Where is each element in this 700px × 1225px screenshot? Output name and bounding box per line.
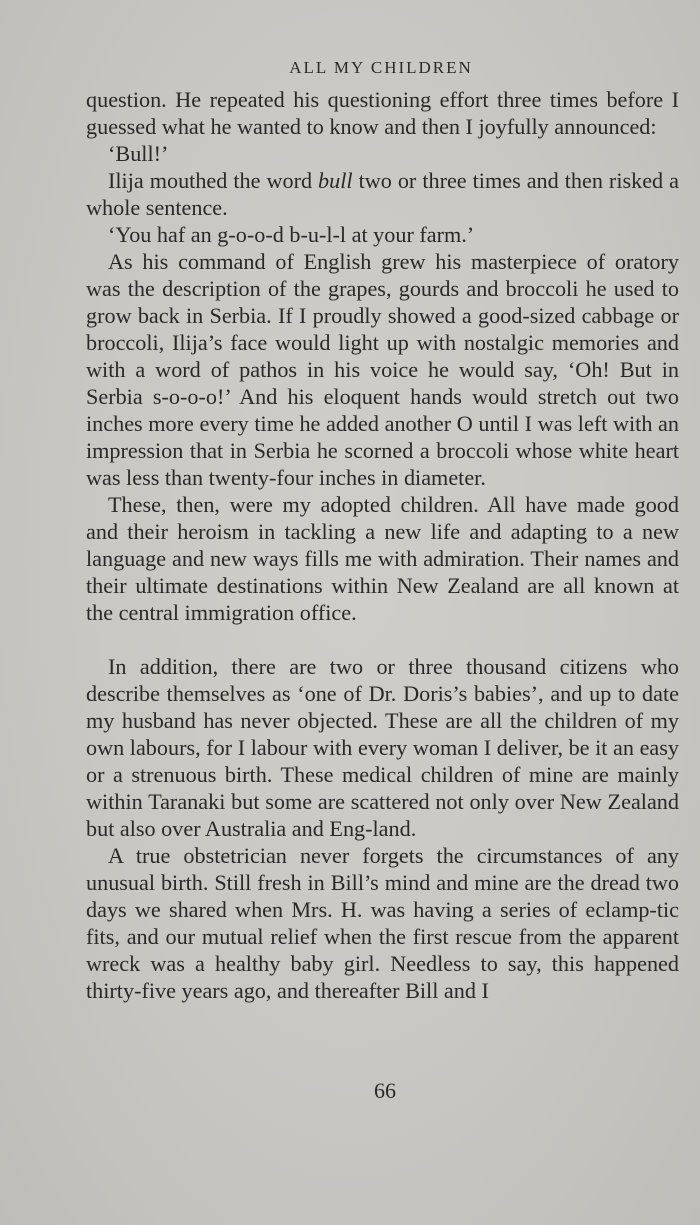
paragraph-dialogue-bull: ‘Bull!’ xyxy=(108,141,169,166)
paragraph-adopted-children: These, then, were my adopted children. All have made good and their heroism in tackling a new life and adapting to a new language and new ways fills me with admiration. Their names and their ultimate destinations within New Zealand are all known at the central immigration office. xyxy=(86,492,679,625)
paragraph-continuation: question. He repeated his questioning effort three times before I guessed what he wanted to know and then I joyfully announced: xyxy=(86,87,679,139)
paragraph-ilija-mouthed: Ilija mouthed the word bull two or three times and then risked a whole sentence. xyxy=(86,168,679,220)
body-text xyxy=(86,86,679,1004)
paragraph-obstetrician: A true obstetrician never forgets the circumstances of any unusual birth. Still fresh in Bill’s mind and mine are the dread two days we shared when Mrs. H. was having a series of eclamp-tic fits, and our mutual relief when the first rescue from the apparent wreck was a healthy baby girl. Needless to say, this happened thirty-five years ago, and thereafter Bill and I xyxy=(86,843,679,1003)
page-number: 66 xyxy=(374,1078,396,1103)
paragraph-oratory: As his command of English grew his masterpiece of oratory was the description of the grapes, gourds and broccoli he used to grow back in Serbia. If I proudly showed a good-sized cabbage or broccoli, Ilija’s face would light up with nostalgic memories and with a word of pathos in his voice he would say, ‘Oh! But in Serbia s-o-o-o!’ And his eloquent hands would stretch out two inches more every time he added another O until I was left with an impression that in Serbia he scorned a broccoli whose white heart was less than twenty-four inches in diameter. xyxy=(86,249,679,490)
paragraph-dialogue-farm: ‘You haf an g-o-o-d b-u-l-l at your farm.’ xyxy=(108,222,475,247)
paragraph-in-addition: In addition, there are two or three thousand citizens who describe themselves as ‘one of Dr. Doris’s babies’, and up to date my husband has never objected. These are all the children of my own labours, for I labour with every woman I deliver, be it an easy or a strenuous birth. These medical children of mine are mainly within Taranaki but some are scattered not only over New Zealand but also over Australia and Eng-land. xyxy=(86,654,679,841)
running-head: ALL MY CHILDREN xyxy=(289,58,473,77)
